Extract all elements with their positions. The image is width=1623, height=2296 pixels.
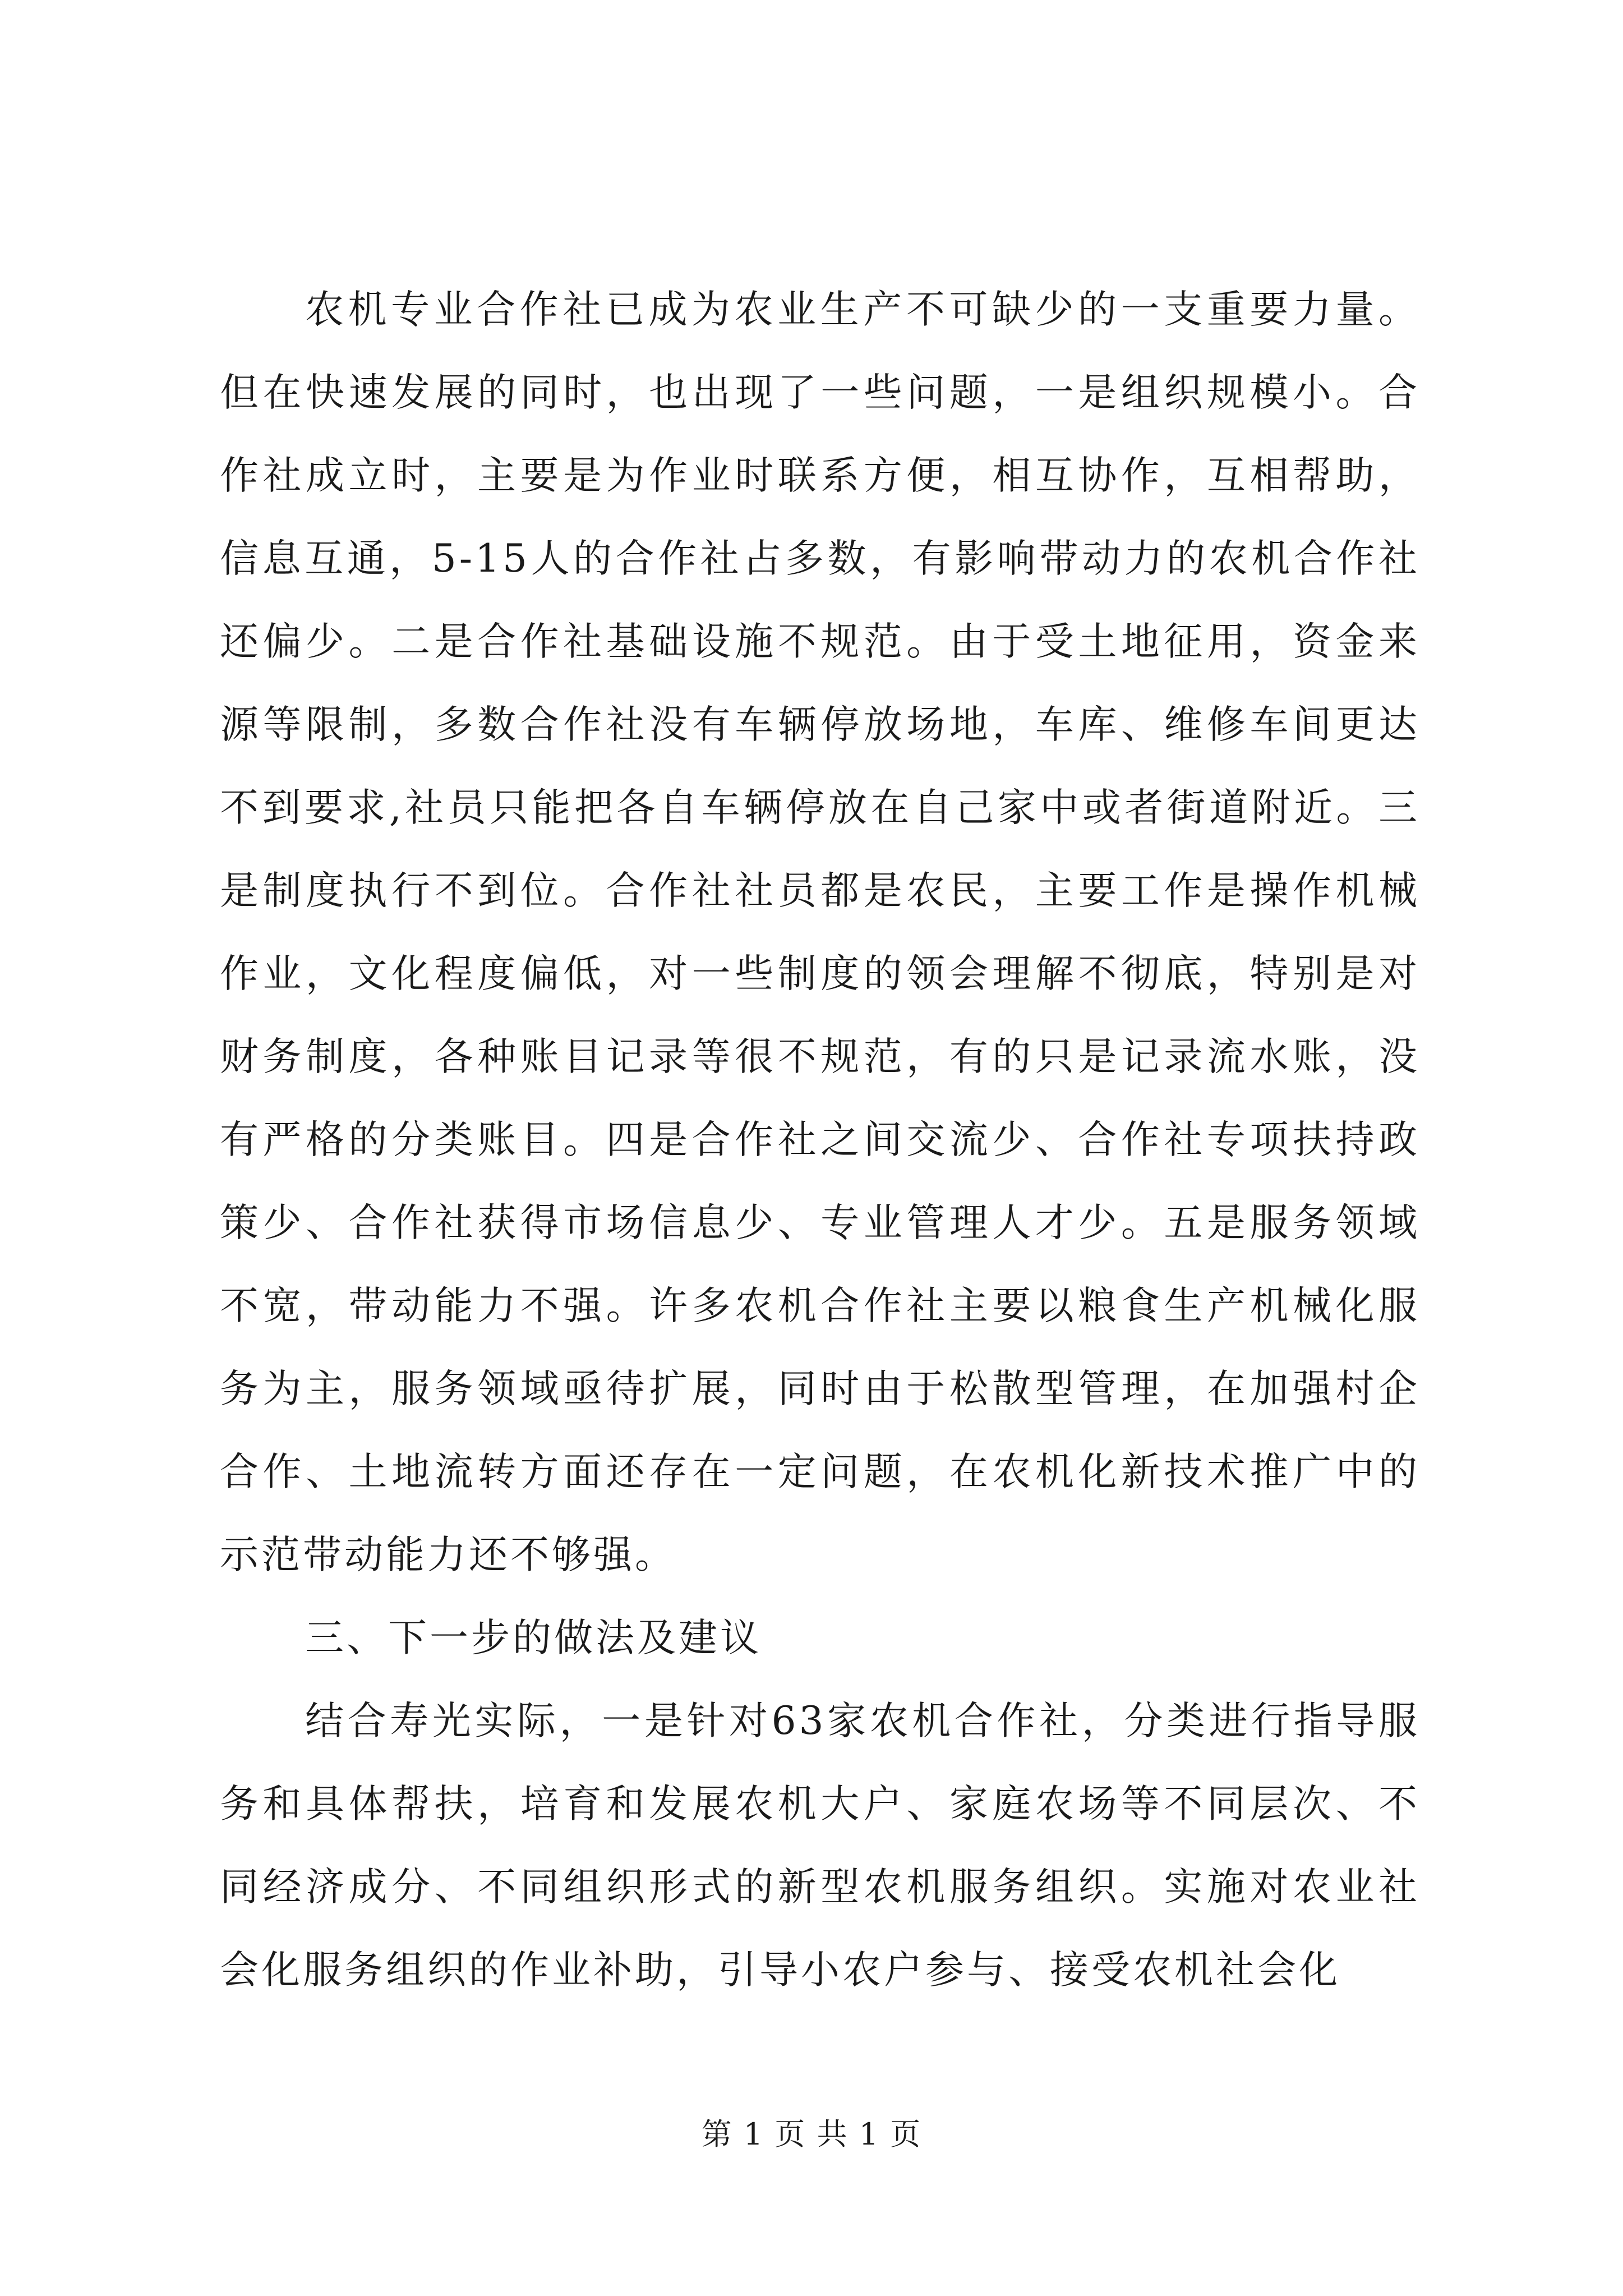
section-heading: 三、下一步的做法及建议 [305,1616,762,1660]
page-footer: 第 1 页 共 1 页 [701,2116,922,2152]
paragraph-problems: 农机专业合作社已成为农业生产不可缺少的一支重要力量。但在快速发展的同时，也出现了一些问题，一是组织规模小。合作社成立时，主要是为作业时联系方便，相互协作，互相帮助，信息互通，5-15人的合作社占多数，有影响带动力的农机合作社还偏少。二是合作社基础设施不规范。由于受土地征用，资金来源等限制，多数合作社没有车辆停放场地，车库、维修车间更达不到要求,社员只能把各自车辆停放在自己家中或者街道附近。三是制度执行不到位。合作社社员都是农民，主要工作是操作机械作业，文化程度偏低，对一些制度的领会理解不彻底，特别是对财务制度，各种账目记录等很不规范，有的只是记录流水账，没有严格的分类账目。四是合作社之间交流少、合作社专项扶持政策少、合作社获得市场信息少、专业管理人才少。五是服务领域不宽，带动能力不强。许多农机合作社主要以粮食生产机械化服务为主，服务领域亟待扩展，同时由于松散型管理，在加强村企合作、土地流转方面还存在一定问题，在农机化新技术推广中的示范带动能力还不够强。 [220,287,1420,1577]
document-body [220,268,1420,2012]
paragraph-suggestions: 结合寿光实际，一是针对63家农机合作社，分类进行指导服务和具体帮扶，培育和发展农机大户、家庭农场等不同层次、不同经济成分、不同组织形式的新型农机服务组织。实施对农业社会化服务组织的作业补助，引导小农户参与、接受农机社会化 [220,1699,1420,1993]
